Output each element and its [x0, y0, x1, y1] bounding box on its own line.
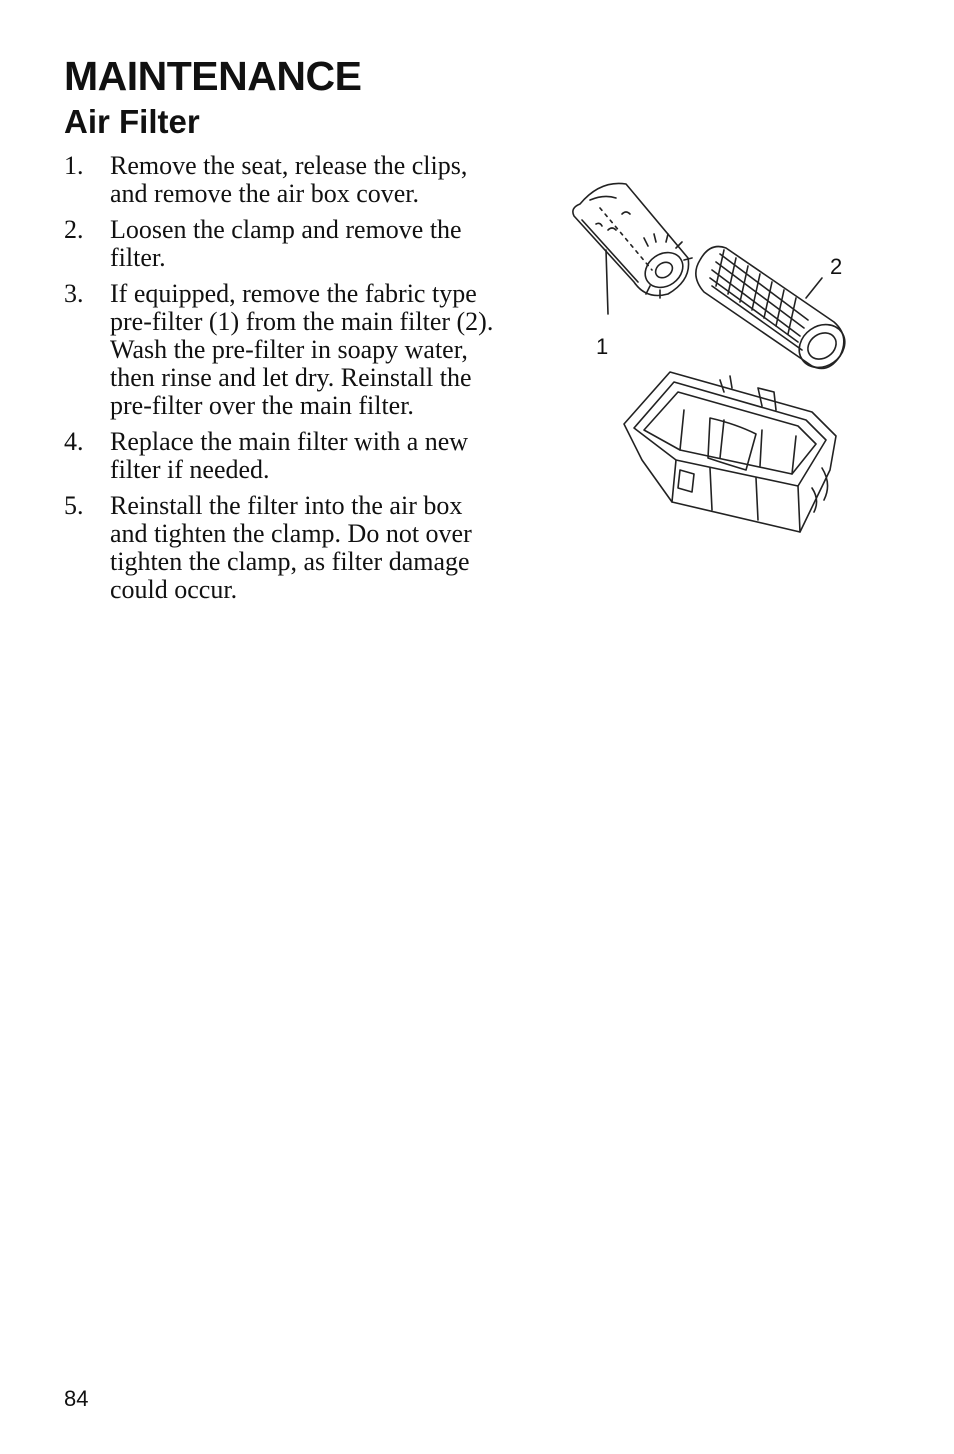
page-number: 84	[64, 1386, 89, 1411]
step-item	[64, 152, 496, 208]
air-filter-illustration	[560, 170, 860, 550]
callout-1-label: 1	[596, 334, 609, 359]
callout-2-label: 2	[830, 254, 843, 279]
step-text: Reinstall the filter into the air box and tighten the clamp. Do not over tighten the clamp, as filter damage could occur.	[110, 491, 472, 604]
air-box-drawing-housing	[624, 372, 836, 532]
step-number: 2.	[64, 215, 84, 244]
pre-filter-drawing	[573, 183, 692, 298]
instruction-list	[64, 152, 496, 612]
step-item	[64, 216, 496, 272]
step-number: 3.	[64, 279, 84, 308]
section-title: MAINTENANCE	[64, 53, 362, 99]
step-text: Remove the seat, release the clips, and remove the air box cover.	[110, 151, 468, 208]
step-number: 5.	[64, 491, 84, 520]
step-number: 1.	[64, 151, 84, 180]
step-number: 4.	[64, 427, 84, 456]
step-text: Loosen the clamp and remove the filter.	[110, 215, 462, 272]
air-box-drawing	[560, 170, 860, 550]
callout-1-leader	[606, 250, 608, 314]
callout-2-leader	[806, 278, 822, 298]
step-text: Replace the main filter with a new filter if needed.	[110, 427, 469, 484]
step-item	[64, 280, 496, 420]
step-item	[64, 428, 496, 484]
subsection-title: Air Filter	[64, 103, 200, 140]
step-item	[64, 492, 496, 604]
step-text: If equipped, remove the fabric type pre-filter (1) from the main filter (2). Wash the pre-filter in soapy water, then rinse and let dry. Reinstall the pre-filter over the main filter.	[110, 279, 494, 420]
